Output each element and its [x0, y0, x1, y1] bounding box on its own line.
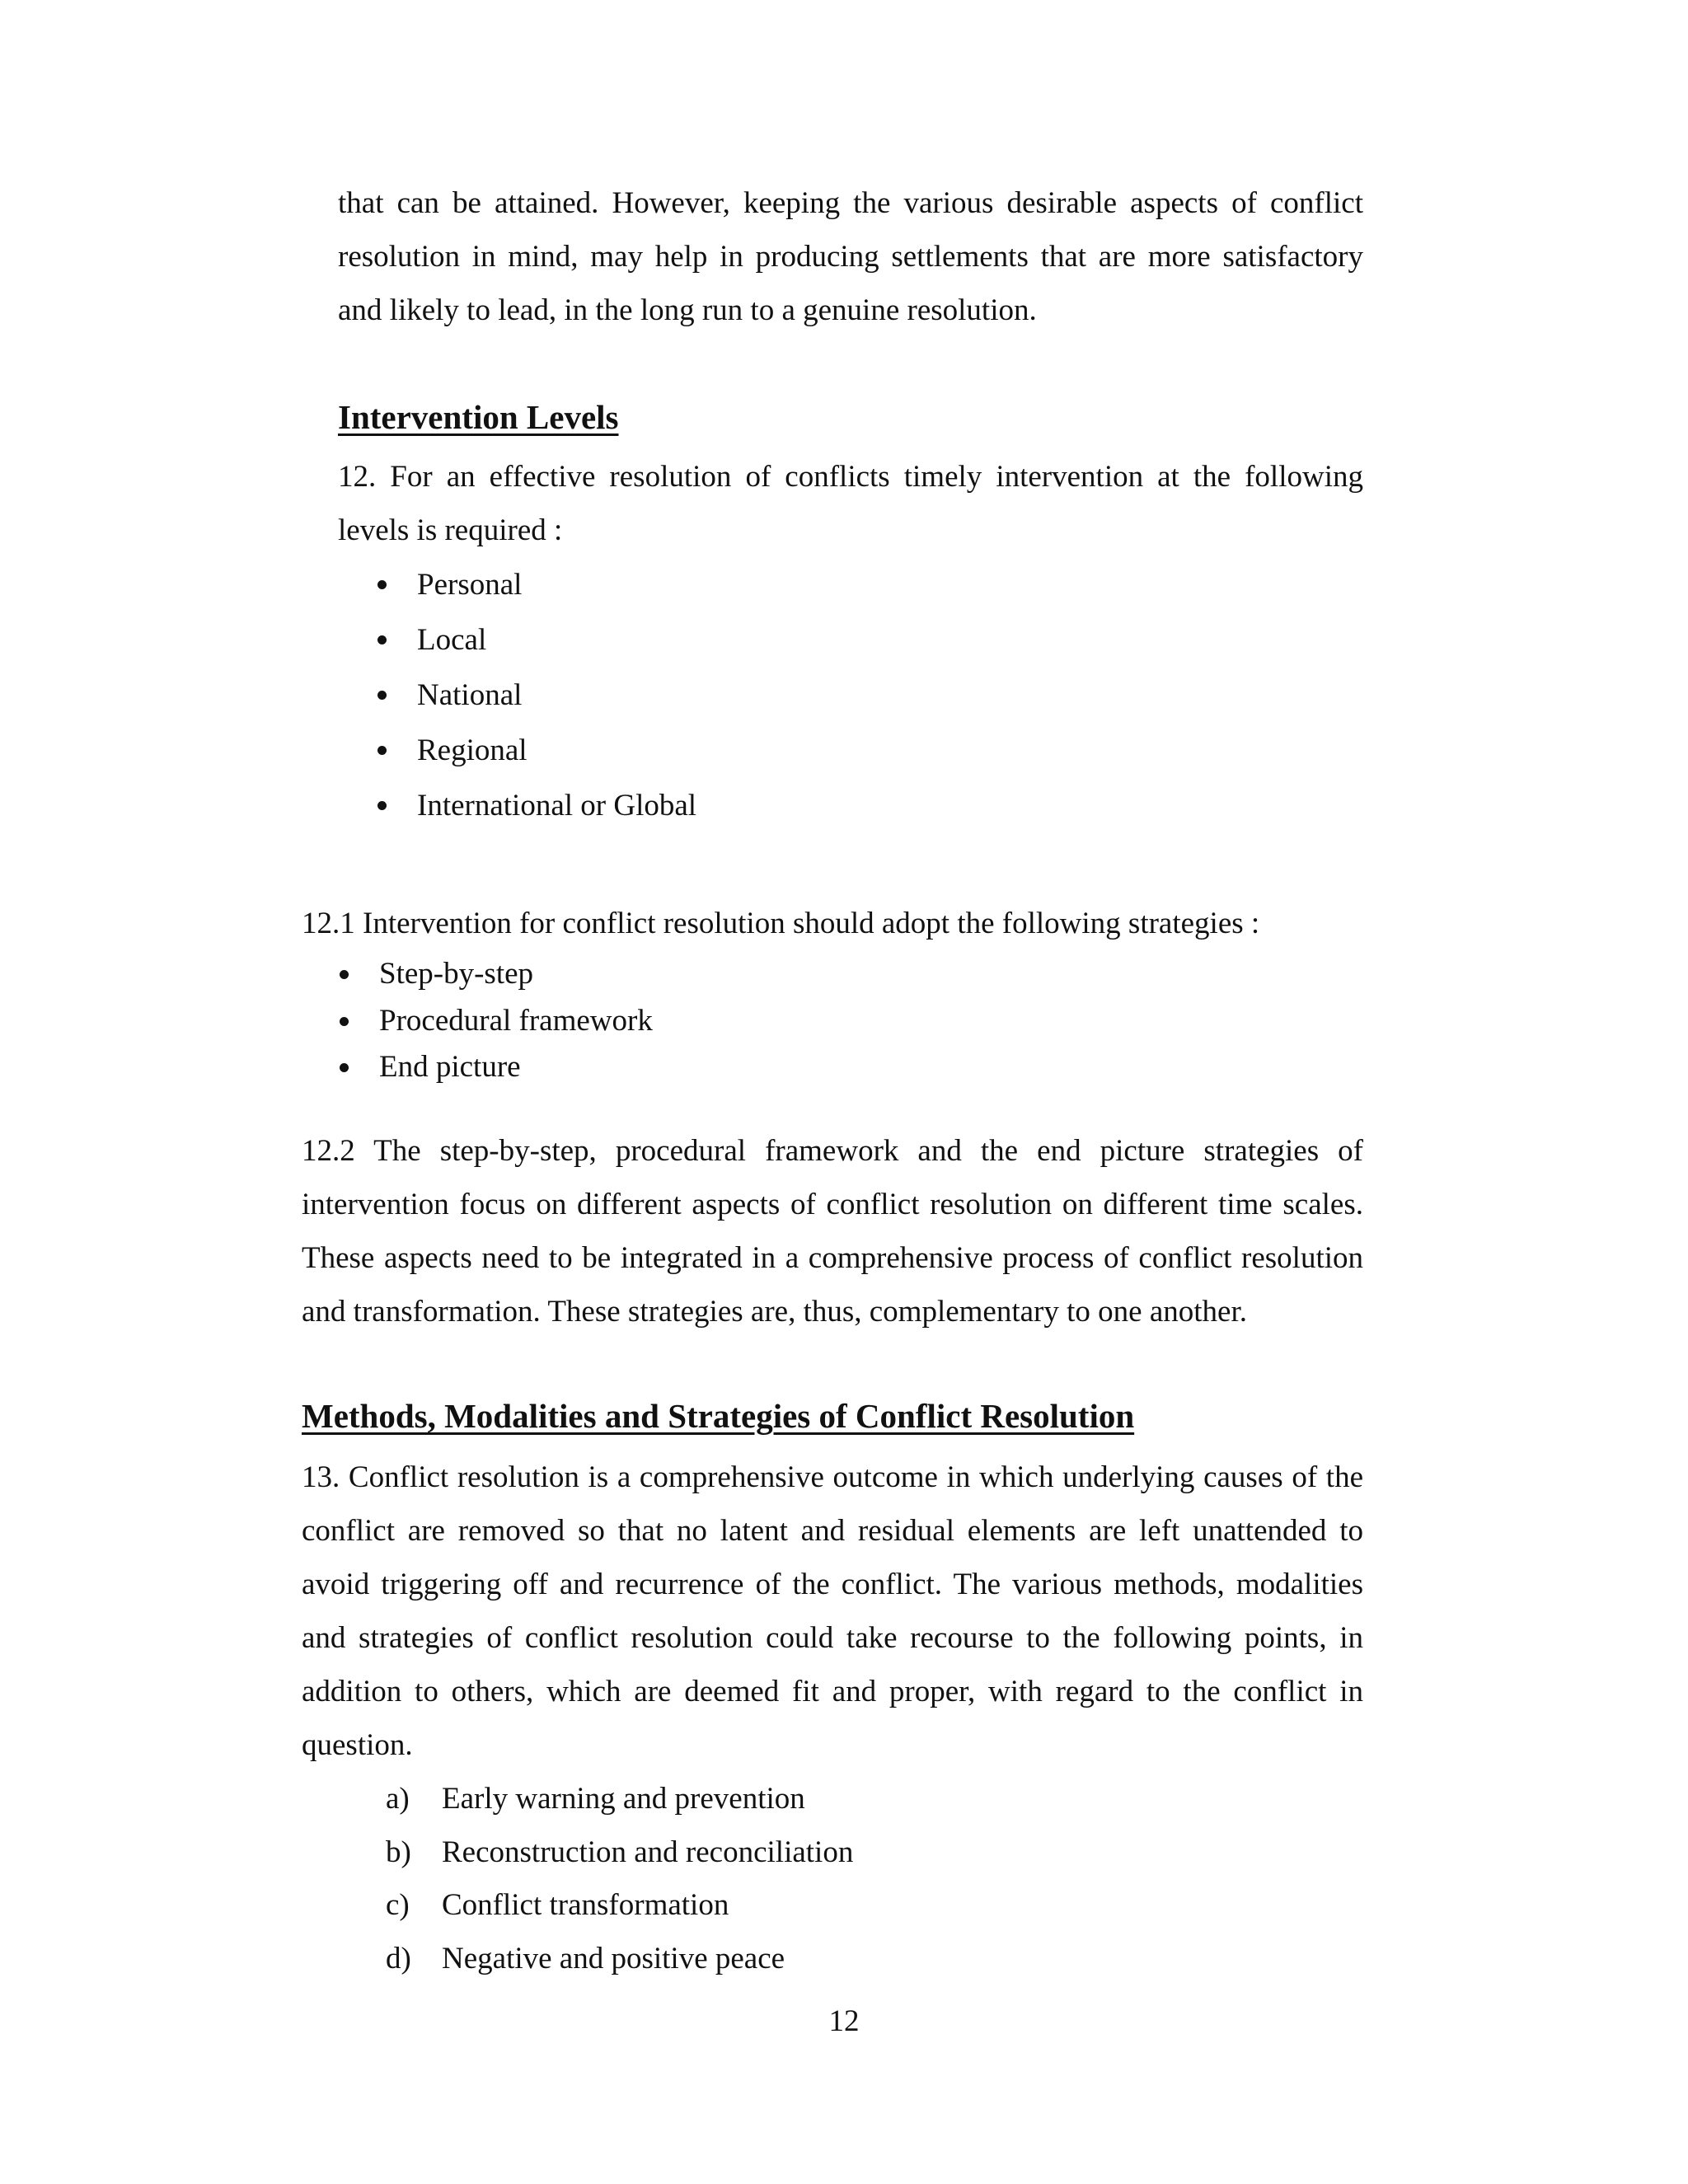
- list-item: End picture: [340, 1044, 653, 1091]
- bullet-icon: [377, 635, 387, 644]
- bullet-icon: [340, 970, 349, 979]
- list-item: c) Conflict transformation: [386, 1888, 729, 1922]
- paragraph-12-2: 12.2 The step-by-step, procedural framework and the end picture strategies of intervention focus on different aspects of conflict resolution on different time scales. These aspects need to be integrated in a comprehensive process of conflict resolution and transformation. These strategies are, thus, complementary to one another.: [302, 1134, 1363, 1329]
- paragraph-12: 12. For an effective resolution of conflicts timely intervention at the following levels is required :: [338, 460, 1363, 547]
- list-item: National: [377, 668, 696, 723]
- list-item: Local: [377, 612, 696, 668]
- list-item: d) Negative and positive peace: [386, 1941, 785, 1975]
- bullet-icon: [377, 801, 387, 810]
- bullet-icon: [377, 580, 387, 589]
- paragraph-13: 13. Conflict resolution is a comprehensive outcome in which underlying causes of the conflict are removed so that no latent and residual elements are left unattended to avoid triggering off and recurrence of the conflict. The various methods, modalities and strategies of conflict resolution could take recourse to the following points, in addition to others, which are deemed fit and proper, with regard to the conflict in question.: [302, 1460, 1363, 1762]
- list-item: b) Reconstruction and reconciliation: [386, 1835, 854, 1869]
- paragraph-12-1: 12.1 Intervention for conflict resolution should adopt the following strategies :: [302, 907, 1260, 940]
- list-item: Personal: [377, 557, 696, 612]
- bullet-icon: [340, 1017, 349, 1026]
- list-item: International or Global: [377, 778, 696, 833]
- list-item: Regional: [377, 723, 696, 778]
- list-item: Step-by-step: [340, 951, 653, 998]
- list-item: a) Early warning and prevention: [386, 1782, 805, 1816]
- methods-points-list: [386, 1773, 853, 1985]
- strategies-list: [340, 951, 653, 1091]
- list-item: Procedural framework: [340, 998, 653, 1045]
- intervention-levels-heading: Intervention Levels: [338, 398, 619, 436]
- bullet-icon: [340, 1063, 349, 1072]
- bullet-icon: [377, 691, 387, 700]
- bullet-icon: [377, 746, 387, 755]
- page-number: 12: [828, 2004, 860, 2038]
- methods-heading: Methods, Modalities and Strategies of Conflict Resolution: [302, 1397, 1135, 1435]
- intervention-levels-list: [377, 557, 696, 833]
- intro-paragraph: that can be attained. However, keeping the various desirable aspects of conflict resolution in mind, may help in producing settlements that are more satisfactory and likely to lead, in the long run to a genuine resolution.: [338, 186, 1363, 327]
